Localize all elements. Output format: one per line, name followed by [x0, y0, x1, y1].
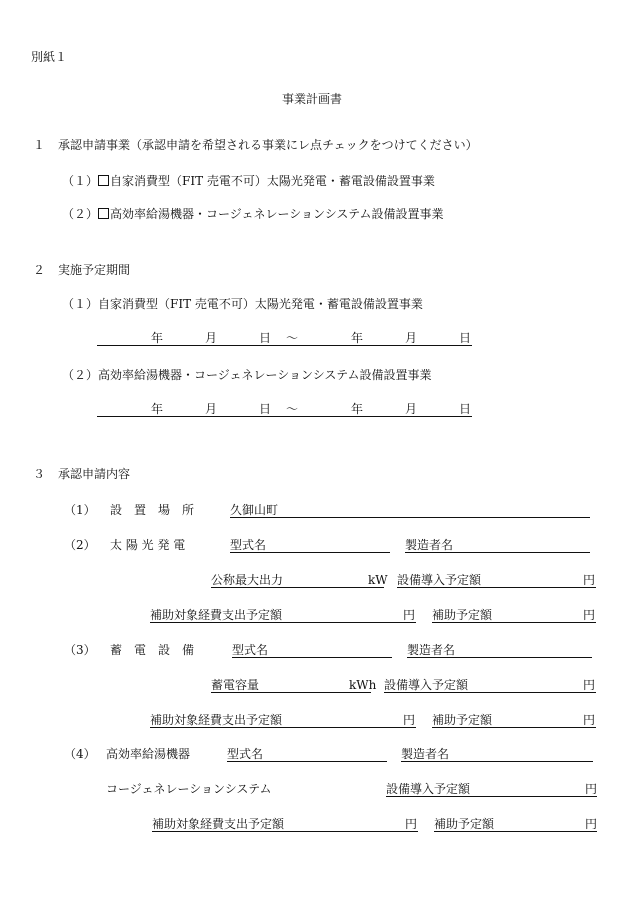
- s1-item2: [98, 207, 444, 221]
- s2-heading: 実施予定期間: [58, 263, 131, 277]
- solar-subsidy-field[interactable]: [432, 622, 596, 623]
- period2-tilde: ～: [286, 402, 299, 416]
- s1-item2-number: （２）: [62, 207, 99, 221]
- s1-item1-text: 自家消費型（FIT 売電不可）太陽光発電・蓄電設備設置事業: [110, 174, 435, 188]
- s1-item1-checkbox[interactable]: [98, 175, 109, 186]
- heater-subsidy-field[interactable]: [434, 831, 597, 832]
- heater-cost-label: 設備導入予定額: [386, 782, 471, 796]
- s2-item2-number: （２）: [62, 368, 99, 382]
- period1-field[interactable]: [97, 345, 472, 346]
- solar-cost-label: 設備導入予定額: [397, 573, 482, 587]
- solar-maker-label: 製造者名: [405, 538, 454, 552]
- storage-eligible-yen: 円: [403, 713, 416, 727]
- storage-subsidy-yen: 円: [583, 713, 596, 727]
- period1-tilde: ～: [286, 331, 299, 345]
- attachment-label: 別紙１: [31, 50, 68, 64]
- heater-subsidy-yen: 円: [585, 817, 598, 831]
- storage-subsidy-field[interactable]: [432, 727, 596, 728]
- storage-model-label: 型式名: [232, 643, 269, 657]
- heater-number: （4）: [64, 747, 96, 761]
- heater-cost-yen: 円: [585, 782, 598, 796]
- storage-cost-field[interactable]: [384, 692, 596, 693]
- solar-number: （2）: [64, 538, 96, 552]
- s2-item2-text: 高効率給湯機器・コージェネレーションシステム設備設置事業: [98, 368, 432, 382]
- heater-label: 高効率給湯機器: [106, 747, 191, 761]
- storage-subsidy-label: 補助予定額: [432, 713, 493, 727]
- period1-end-day: 日: [459, 331, 472, 345]
- solar-subsidy-label: 補助予定額: [432, 608, 493, 622]
- s3-heading: 承認申請内容: [58, 467, 131, 481]
- s1-item1: [98, 174, 435, 188]
- location-label: 設 置 場 所: [110, 503, 195, 517]
- heater-eligible-yen: 円: [405, 817, 418, 831]
- period1-end-month: 月: [405, 331, 418, 345]
- solar-eligible-field[interactable]: [150, 622, 416, 623]
- period2-start-year: 年: [151, 402, 164, 416]
- location-value: 久御山町: [230, 503, 279, 517]
- s2-item1-text: 自家消費型（FIT 売電不可）太陽光発電・蓄電設備設置事業: [98, 297, 423, 311]
- storage-capacity-field[interactable]: [211, 692, 371, 693]
- storage-cost-yen: 円: [583, 678, 596, 692]
- solar-model-label: 型式名: [230, 538, 267, 552]
- solar-output-field[interactable]: [211, 587, 384, 588]
- storage-number: （3）: [64, 643, 96, 657]
- s1-item1-number: （１）: [62, 174, 99, 188]
- heater-eligible-field[interactable]: [152, 831, 418, 832]
- heater-model-field[interactable]: [227, 761, 387, 762]
- solar-maker-field[interactable]: [405, 552, 590, 553]
- period1-start-month: 月: [205, 331, 218, 345]
- s1-item2-text: 高効率給湯機器・コージェネレーションシステム設備設置事業: [110, 207, 444, 221]
- s1-heading: 承認申請事業（承認申請を希望される事業にレ点チェックをつけてください）: [58, 138, 478, 152]
- s3-number: ３: [33, 467, 46, 481]
- storage-label: 蓄 電 設 備: [110, 643, 195, 657]
- period2-start-day: 日: [259, 402, 272, 416]
- period1-start-day: 日: [259, 331, 272, 345]
- location-field[interactable]: [230, 517, 590, 518]
- period2-end-day: 日: [459, 402, 472, 416]
- period2-field[interactable]: [97, 416, 472, 417]
- period2-start-month: 月: [205, 402, 218, 416]
- heater-model-label: 型式名: [227, 747, 264, 761]
- heater-cost-field[interactable]: [386, 796, 597, 797]
- heater-maker-field[interactable]: [401, 761, 593, 762]
- location-number: （1）: [64, 503, 96, 517]
- heater-eligible-label: 補助対象経費支出予定額: [152, 817, 285, 831]
- solar-cost-yen: 円: [583, 573, 596, 587]
- solar-eligible-yen: 円: [403, 608, 416, 622]
- solar-output-unit: kW: [368, 573, 388, 587]
- period2-end-year: 年: [351, 402, 364, 416]
- storage-capacity-label: 蓄電容量: [211, 678, 260, 692]
- period1-end-year: 年: [351, 331, 364, 345]
- storage-maker-field[interactable]: [407, 657, 592, 658]
- solar-output-label: 公称最大出力: [211, 573, 284, 587]
- storage-model-field[interactable]: [232, 657, 392, 658]
- solar-cost-field[interactable]: [397, 587, 596, 588]
- document-title: 事業計画書: [282, 92, 343, 106]
- period1-start-year: 年: [151, 331, 164, 345]
- solar-subsidy-yen: 円: [583, 608, 596, 622]
- solar-eligible-label: 補助対象経費支出予定額: [150, 608, 283, 622]
- period2-end-month: 月: [405, 402, 418, 416]
- storage-cost-label: 設備導入予定額: [384, 678, 469, 692]
- heater-maker-label: 製造者名: [401, 747, 450, 761]
- s2-number: ２: [33, 263, 46, 277]
- storage-capacity-unit: kWh: [349, 678, 377, 692]
- solar-model-field[interactable]: [230, 552, 390, 553]
- s1-item2-checkbox[interactable]: [98, 208, 109, 219]
- cogen-label: コージェネレーションシステム: [106, 782, 272, 796]
- heater-subsidy-label: 補助予定額: [434, 817, 495, 831]
- storage-eligible-field[interactable]: [150, 727, 416, 728]
- s2-item1-number: （１）: [62, 297, 99, 311]
- solar-label: 太 陽 光 発 電: [110, 538, 186, 552]
- storage-maker-label: 製造者名: [407, 643, 456, 657]
- s1-number: １: [33, 138, 46, 152]
- storage-eligible-label: 補助対象経費支出予定額: [150, 713, 283, 727]
